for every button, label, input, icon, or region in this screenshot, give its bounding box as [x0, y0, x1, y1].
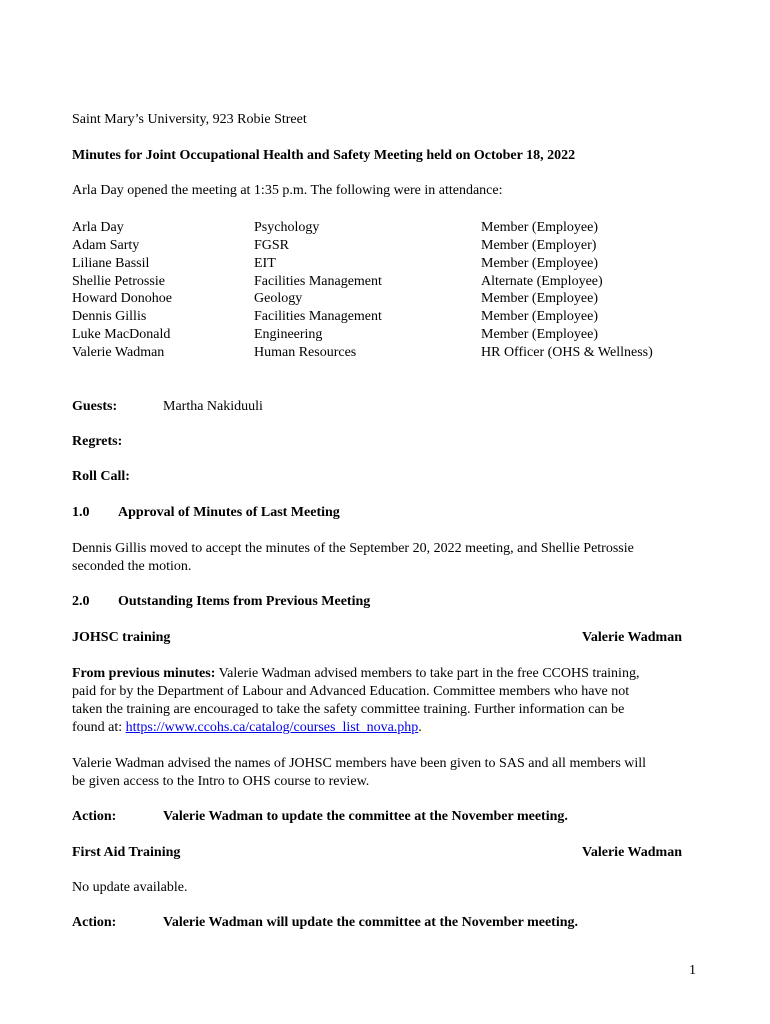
page-number: 1	[689, 963, 696, 978]
attendee-role: Alternate (Employee)	[481, 274, 603, 289]
attendee-dept: EIT	[254, 256, 276, 271]
paragraph-text: Valerie Wadman advised members to take part in the free CCOHS training,	[215, 666, 640, 681]
item-paragraph-line: Valerie Wadman advised the names of JOHSC members have been given to SAS and all members will	[72, 756, 647, 771]
previous-minutes-label: From previous minutes:	[72, 666, 216, 681]
action-text: Valerie Wadman will update the committee at the November meeting.	[163, 915, 579, 930]
attendee-dept: FGSR	[254, 238, 290, 253]
guests-label: Guests:	[72, 399, 118, 414]
item-paragraph-line	[72, 719, 422, 737]
address-line: Saint Mary’s University, 923 Robie Street	[72, 112, 307, 127]
guests-value: Martha Nakiduuli	[163, 399, 263, 414]
attendee-name: Adam Sarty	[72, 238, 140, 253]
attendee-dept: Psychology	[254, 220, 320, 235]
attendee-role: Member (Employee)	[481, 309, 599, 324]
item-paragraph-line: taken the training are encouraged to take the safety committee training. Further information can be	[72, 702, 625, 717]
attendee-dept: Facilities Management	[254, 274, 382, 289]
item-paragraph-line: No update available.	[72, 880, 188, 895]
ccohs-link[interactable]: https://www.ccohs.ca/catalog/courses_list_nova.php	[125, 720, 419, 735]
section-number: 1.0	[72, 505, 90, 520]
attendee-role: Member (Employee)	[481, 327, 599, 342]
roll-call-label: Roll Call:	[72, 469, 130, 484]
regrets-label: Regrets:	[72, 434, 123, 449]
section-heading: Approval of Minutes of Last Meeting	[118, 505, 340, 520]
item-paragraph-line: paid for by the Department of Labour and Advanced Education. Committee members who have not	[72, 684, 630, 699]
item-owner: Valerie Wadman	[582, 845, 682, 860]
attendee-role: Member (Employee)	[481, 256, 599, 271]
attendee-name: Luke MacDonald	[72, 327, 171, 342]
attendee-dept: Engineering	[254, 327, 323, 342]
attendee-role: Member (Employer)	[481, 238, 597, 253]
attendee-name: Valerie Wadman	[72, 345, 165, 360]
attendee-name: Liliane Bassil	[72, 256, 150, 271]
paragraph-text: .	[418, 720, 422, 735]
opening-line: Arla Day opened the meeting at 1:35 p.m. The following were in attendance:	[72, 183, 503, 198]
attendee-dept: Human Resources	[254, 345, 357, 360]
item-title: First Aid Training	[72, 845, 181, 860]
item-paragraph-line	[72, 665, 639, 683]
section-text: Dennis Gillis moved to accept the minutes of the September 20, 2022 meeting, and Shellie Petrossie	[72, 541, 634, 556]
attendee-role: HR Officer (OHS & Wellness)	[481, 345, 653, 360]
action-text: Valerie Wadman to update the committee at the November meeting.	[163, 809, 568, 824]
section-text: seconded the motion.	[72, 559, 192, 574]
action-label: Action:	[72, 915, 117, 930]
section-heading: Outstanding Items from Previous Meeting	[118, 594, 371, 609]
attendee-dept: Facilities Management	[254, 309, 382, 324]
attendee-name: Dennis Gillis	[72, 309, 147, 324]
item-owner: Valerie Wadman	[582, 630, 682, 645]
item-title: JOHSC training	[72, 630, 171, 645]
action-label: Action:	[72, 809, 117, 824]
attendee-role: Member (Employee)	[481, 291, 599, 306]
attendee-role: Member (Employee)	[481, 220, 599, 235]
section-number: 2.0	[72, 594, 90, 609]
attendee-name: Howard Donohoe	[72, 291, 172, 306]
attendee-dept: Geology	[254, 291, 303, 306]
attendee-name: Arla Day	[72, 220, 124, 235]
document-title: Minutes for Joint Occupational Health and Safety Meeting held on October 18, 2022	[72, 148, 576, 163]
paragraph-text: found at:	[72, 720, 126, 735]
attendee-name: Shellie Petrossie	[72, 274, 165, 289]
item-paragraph-line: be given access to the Intro to OHS course to review.	[72, 774, 370, 789]
